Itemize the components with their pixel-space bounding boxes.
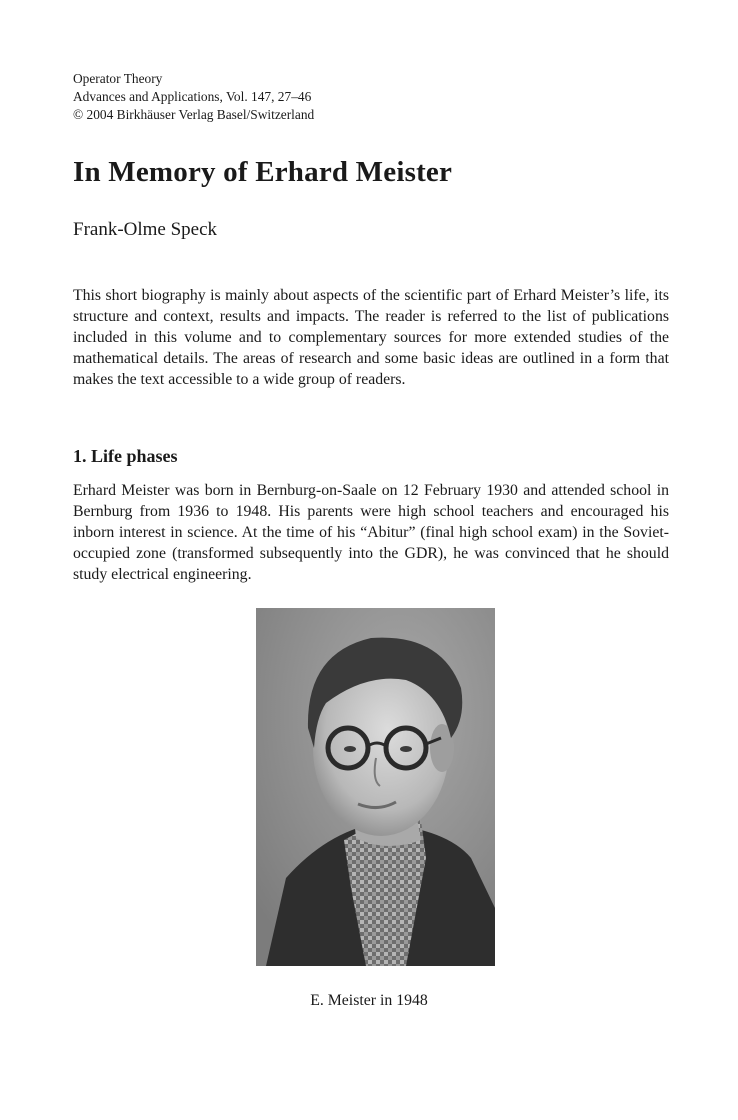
copyright-line: © 2004 Birkhäuser Verlag Basel/Switzerland xyxy=(73,107,315,122)
body-paragraph: Erhard Meister was born in Bernburg-on-Saale on 12 February 1930 and attended school in Bernburg from 1936 to 1948. His parents were high school teachers and encouraged his inborn interest in science. At the time of his “Abitur” (final high school exam) in the Soviet-occupied zone (transformed subsequently into the GDR), he was convinced that he should study electrical engineering. xyxy=(73,482,669,583)
publication-header xyxy=(73,70,314,124)
author-name: Frank-Olme Speck xyxy=(73,219,218,240)
portrait-photo xyxy=(256,608,495,966)
article-title: In Memory of Erhard Meister xyxy=(73,156,453,188)
abstract-paragraph: This short biography is mainly about aspects of the scientific part of Erhard Meister’s life, its structure and context, results and impacts. The reader is referred to the list of publications included in this volume and to complementary sources for more extended studies of the mathematical details. The areas of research and some basic ideas are outlined in a form that makes the text accessible to a wide group of readers. xyxy=(73,287,669,388)
volume-info: Advances and Applications, Vol. 147, 27–46 xyxy=(73,89,312,104)
series-name: Operator Theory xyxy=(73,71,163,86)
section-heading: 1. Life phases xyxy=(73,446,178,466)
figure-caption: E. Meister in 1948 xyxy=(310,992,428,1009)
